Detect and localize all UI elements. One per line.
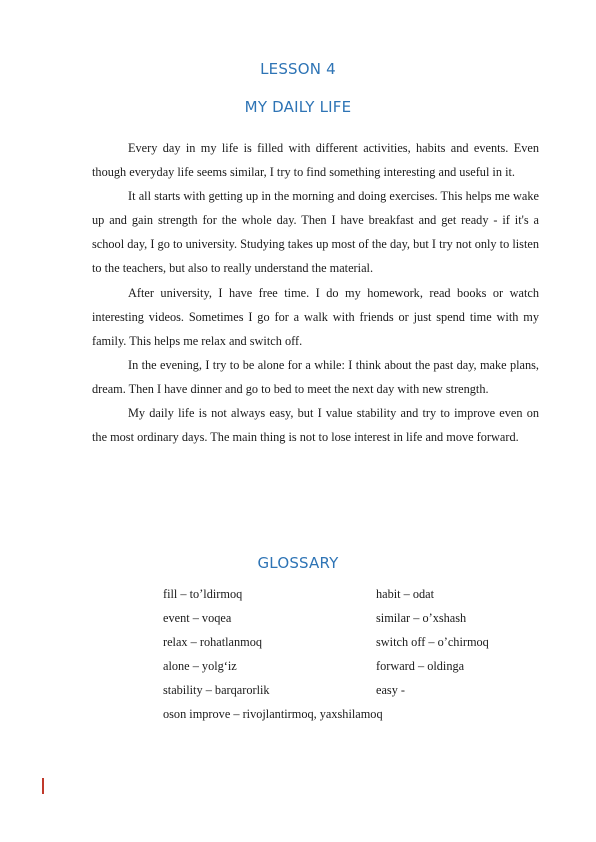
glossary-term: fill – to’ldirmoq <box>163 587 243 601</box>
glossary-term: event – voqea <box>163 611 232 625</box>
paragraph-4: In the evening, I try to be alone for a while: I think about the past day, make plans, dream. Then I have dinner and go to bed to meet the next day with new strength. <box>92 357 539 396</box>
paragraph-2: It all starts with getting up in the morning and doing exercises. This helps me wake up and gain strength for the whole day. Then I have breakfast and get ready - if it's a school day, I go to university. Studying takes up most of the day, but I try not only to listen to the teachers, but also to really understand the material. <box>92 189 539 276</box>
glossary-list <box>163 582 543 726</box>
paragraph-1: Every day in my life is filled with different activities, habits and events. Even though everyday life seems similar, I try to find something interesting and useful in it. <box>92 141 539 180</box>
glossary-term: alone – yolg‘iz <box>163 659 237 673</box>
glossary-last-line: oson improve – rivojlantirmoq, yaxshilamoq <box>163 707 383 721</box>
glossary-term: stability – barqarorlik <box>163 683 270 697</box>
body-text <box>92 136 539 449</box>
glossary-term: switch off – o’chirmoq <box>376 635 489 649</box>
glossary-heading: GLOSSARY <box>257 554 339 572</box>
page-title: MY DAILY LIFE <box>244 98 352 116</box>
glossary-row <box>163 582 543 606</box>
glossary-row <box>163 606 543 630</box>
glossary-row <box>163 678 543 702</box>
glossary-term: relax – rohatlanmoq <box>163 635 263 649</box>
glossary-term: habit – odat <box>376 587 435 601</box>
paragraph-3: After university, I have free time. I do my homework, read books or watch interesting videos. Sometimes I go for a walk with friends or just spend time with my family. This helps me relax and switch off. <box>92 285 539 348</box>
lesson-label: LESSON 4 <box>260 60 336 78</box>
paragraph-5: My daily life is not always easy, but I value stability and try to improve even on the most ordinary days. The main thing is not to lose interest in life and move forward. <box>92 406 539 445</box>
margin-mark <box>42 778 44 794</box>
glossary-row <box>163 630 543 654</box>
glossary-term: forward – oldinga <box>376 659 465 673</box>
glossary-term: easy - <box>376 683 406 697</box>
glossary-term: similar – o’xshash <box>376 611 467 625</box>
glossary-row <box>163 654 543 678</box>
